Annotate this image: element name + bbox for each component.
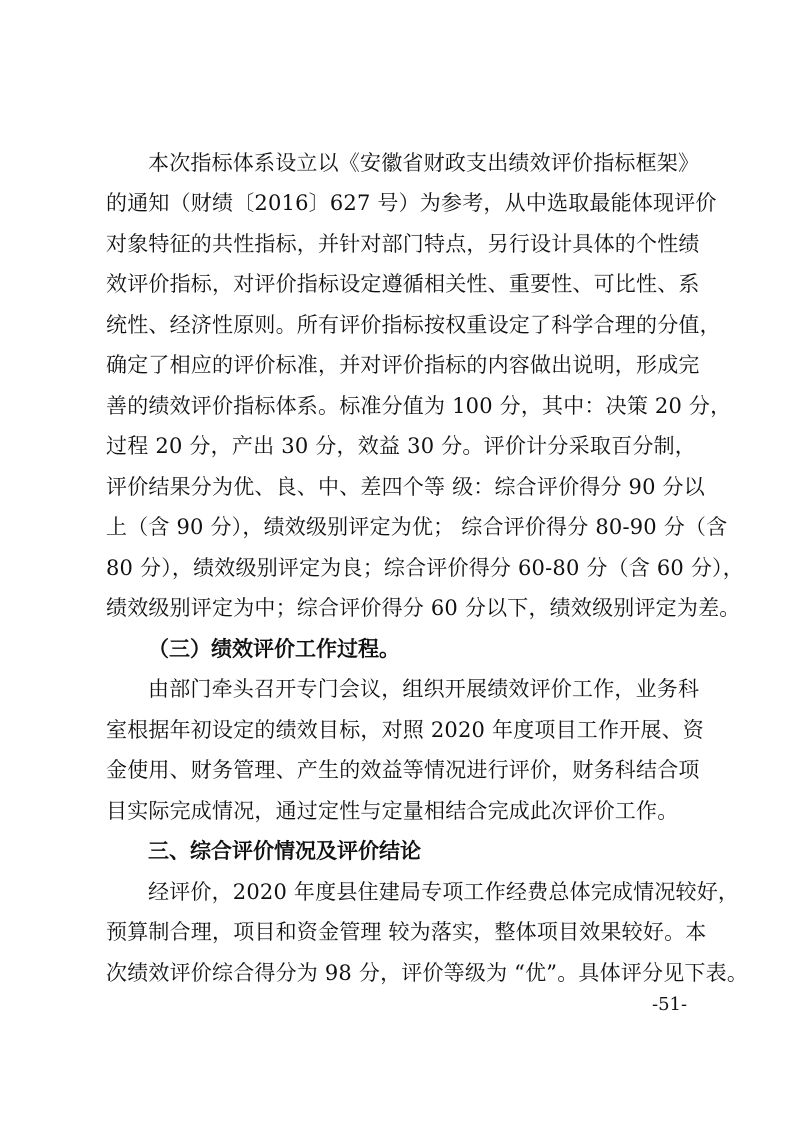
paragraph-line: 预算制合理，项目和资金管理 较为落实，整体项目效果较好。本	[106, 920, 707, 944]
section-heading-evaluation: 三、综合评价情况及评价结论	[148, 839, 421, 863]
paragraph-line: 上（含 90 分），绩效级别评定为优； 综合评价得分 80-90 分（含	[106, 515, 728, 539]
page-number: -51-	[652, 994, 688, 1015]
paragraph-line: 次绩效评价综合得分为 98 分，评价等级为 “优”。具体评分见下表。	[106, 961, 749, 985]
paragraph-line: 室根据年初设定的绩效目标，对照 2020 年度项目工作开展、资	[106, 718, 704, 742]
paragraph-line: 本次指标体系设立以《安徽省财政支出绩效评价指标框架》	[148, 151, 700, 175]
section-heading-process: （三）绩效评价工作过程。	[148, 637, 400, 661]
paragraph-line: 效评价指标，对评价指标设定遵循相关性、重要性、可比性、系	[106, 272, 700, 296]
paragraph-line: 统性、经济性原则。所有评价指标按权重设定了科学合理的分值，	[106, 313, 721, 337]
paragraph-line: 80 分），绩效级别评定为良；综合评价得分 60-80 分（含 60 分），	[106, 556, 744, 580]
paragraph-line: 绩效级别评定为中；综合评价得分 60 分以下，绩效级别评定为差。	[106, 596, 741, 620]
paragraph-line: 由部门牵头召开专门会议，组织开展绩效评价工作，业务科	[148, 677, 700, 701]
paragraph-line: 确定了相应的评价标准，并对评价指标的内容做出说明，形成完	[106, 353, 700, 377]
paragraph-line: 经评价，2020 年度县住建局专项工作经费总体完成情况较好，	[148, 880, 740, 904]
paragraph-line: 金使用、财务管理、产生的效益等情况进行评价，财务科结合项	[106, 758, 700, 782]
paragraph-line: 过程 20 分，产出 30 分，效益 30 分。评价计分采取百分制，	[106, 434, 696, 458]
paragraph-line: 评价结果分为优、良、中、差四个等 级：综合评价得分 90 分以	[106, 475, 705, 499]
paragraph-line: 的通知（财绩〔2016〕627 号）为参考，从中选取最能体现评价	[106, 191, 717, 215]
paragraph-line: 对象特征的共性指标，并针对部门特点，另行设计具体的个性绩	[106, 232, 700, 256]
paragraph-line: 善的绩效评价指标体系。标准分值为 100 分，其中：决策 20 分，	[106, 394, 732, 418]
paragraph-line: 目实际完成情况，通过定性与定量相结合完成此次评价工作。	[106, 799, 679, 823]
